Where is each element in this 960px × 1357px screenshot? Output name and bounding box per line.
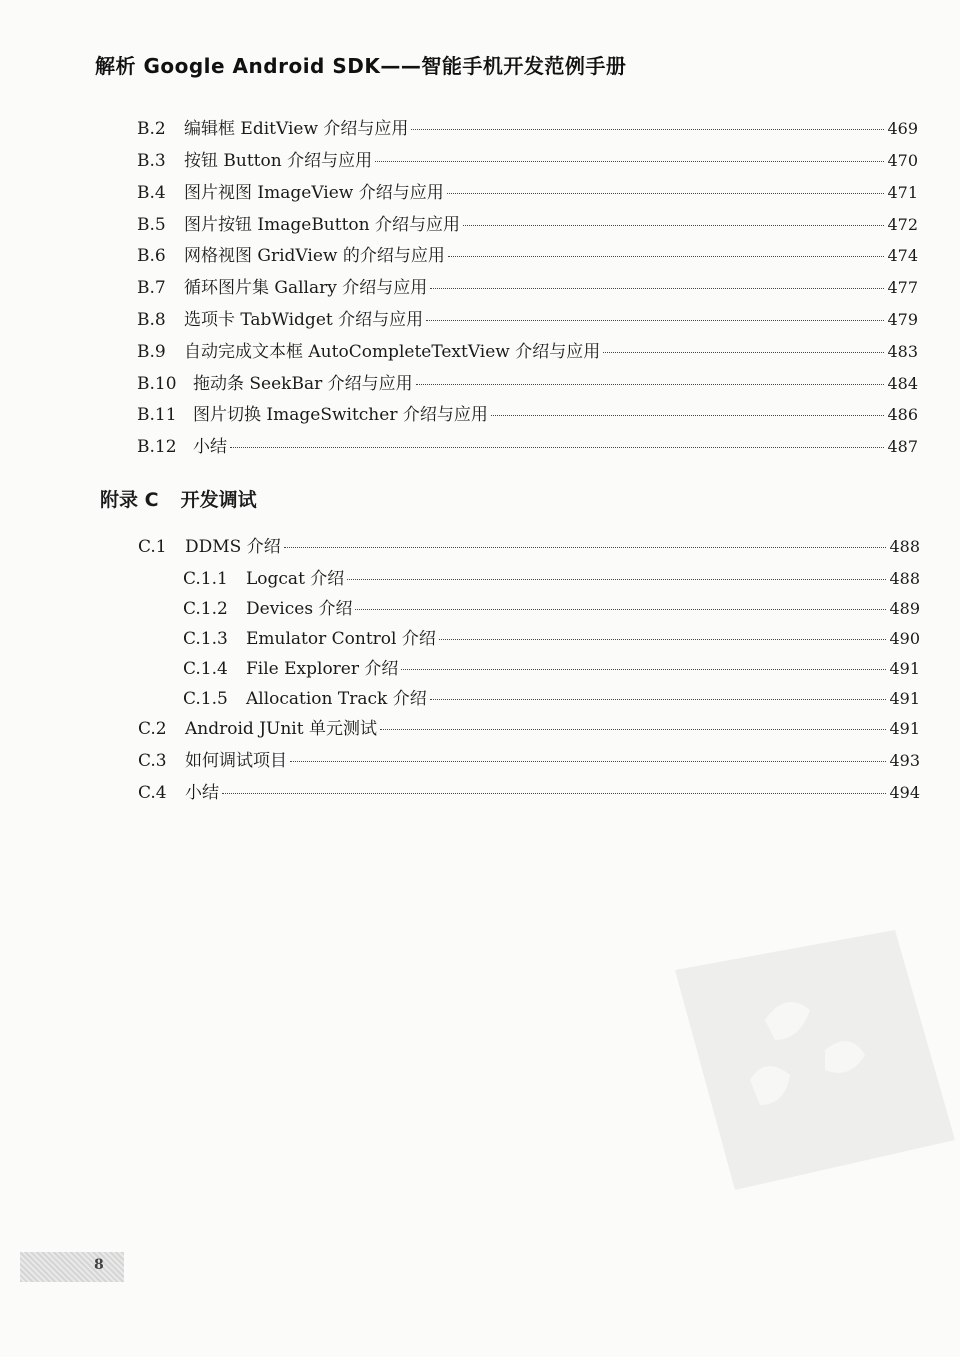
leader-dots (401, 669, 886, 670)
page-number: 491 (889, 719, 920, 738)
leader-dots (230, 447, 884, 448)
toc-entry[interactable] (183, 687, 920, 711)
section-number: B.5 (137, 215, 166, 235)
section-title: 小结 (193, 437, 227, 457)
leader-dots (411, 129, 884, 130)
page-number: 488 (889, 537, 920, 556)
section-number: C.1 (138, 537, 167, 557)
section-title: 自动完成文本框 AutoCompleteTextView 介绍与应用 (184, 342, 601, 362)
subsection-number: C.1.3 (183, 629, 228, 649)
section-title: File Explorer 介绍 (246, 659, 399, 679)
page-number: 471 (887, 183, 918, 202)
leader-dots (430, 288, 884, 289)
leader-dots (491, 415, 885, 416)
toc-entry[interactable] (137, 308, 918, 332)
section-number: B.4 (137, 183, 166, 203)
toc-entry[interactable] (138, 781, 920, 805)
subsection-number: C.1.2 (183, 599, 228, 619)
section-number: B.11 (137, 405, 177, 425)
section-number: C.3 (138, 751, 167, 771)
chapter-label: 附录 C (100, 489, 159, 511)
toc-entry[interactable] (137, 244, 918, 268)
leader-dots (448, 256, 885, 257)
toc-entry[interactable] (138, 535, 920, 559)
running-header: 解析 Google Android SDK——智能手机开发范例手册 (95, 54, 627, 78)
leader-dots (426, 320, 884, 321)
page-number: 483 (887, 342, 918, 361)
section-title: 图片按钮 ImageButton 介绍与应用 (184, 215, 461, 235)
section-number: B.3 (137, 151, 166, 171)
section-title: 图片视图 ImageView 介绍与应用 (184, 183, 444, 203)
section-number: B.10 (137, 374, 177, 394)
page-number: 477 (887, 278, 918, 297)
page-number: 490 (889, 629, 920, 648)
toc-entry[interactable] (183, 567, 920, 591)
section-number: C.2 (138, 719, 167, 739)
folio-page-number: 8 (94, 1257, 104, 1273)
leader-dots (380, 729, 886, 730)
section-title: DDMS 介绍 (185, 537, 281, 557)
page-number: 493 (889, 751, 920, 770)
page-number: 488 (889, 569, 920, 588)
section-title: 网格视图 GridView 的介绍与应用 (184, 246, 445, 266)
toc-entry[interactable] (138, 717, 920, 741)
chapter-heading (100, 485, 257, 512)
section-title: Allocation Track 介绍 (246, 689, 427, 709)
page-number: 479 (887, 310, 918, 329)
section-number: B.2 (137, 119, 166, 139)
section-title: 拖动条 SeekBar 介绍与应用 (193, 374, 413, 394)
leader-dots (375, 161, 884, 162)
leader-dots (222, 793, 886, 794)
subsection-number: C.1.1 (183, 569, 228, 589)
subsection-number: C.1.5 (183, 689, 228, 709)
subsection-number: C.1.4 (183, 659, 228, 679)
toc-entry[interactable] (137, 213, 918, 237)
section-number: B.12 (137, 437, 177, 457)
toc-entry[interactable] (138, 749, 920, 773)
leader-dots (603, 352, 884, 353)
toc-entry[interactable] (137, 276, 918, 300)
section-title: 循环图片集 Gallary 介绍与应用 (184, 278, 428, 298)
page-number: 470 (887, 151, 918, 170)
section-title: 编辑框 EditView 介绍与应用 (184, 119, 409, 139)
toc-entry[interactable] (137, 372, 918, 396)
toc-entry[interactable] (137, 149, 918, 173)
watermark-graphic (655, 930, 955, 1190)
page-number: 474 (887, 246, 918, 265)
section-title: Emulator Control 介绍 (246, 629, 436, 649)
toc-entry[interactable] (137, 435, 918, 459)
page-number: 486 (887, 405, 918, 424)
toc-entry[interactable] (137, 403, 918, 427)
leader-dots (463, 225, 884, 226)
page-number: 494 (889, 783, 920, 802)
leader-dots (439, 639, 887, 640)
page-number: 469 (887, 119, 918, 138)
section-title: Devices 介绍 (246, 599, 353, 619)
section-number: C.4 (138, 783, 167, 803)
footer-folio (20, 1252, 124, 1282)
section-title: 图片切换 ImageSwitcher 介绍与应用 (193, 405, 488, 425)
section-title: Android JUnit 单元测试 (185, 719, 377, 739)
leader-dots (430, 699, 887, 700)
page-number: 491 (889, 689, 920, 708)
leader-dots (290, 761, 886, 762)
section-title: 按钮 Button 介绍与应用 (184, 151, 373, 171)
toc-entry[interactable] (137, 117, 918, 141)
leader-dots (355, 609, 886, 610)
section-number: B.9 (137, 342, 166, 362)
section-title: 小结 (185, 783, 219, 803)
section-number: B.7 (137, 278, 166, 298)
leader-dots (447, 193, 885, 194)
section-title: 如何调试项目 (185, 751, 287, 771)
toc-entry[interactable] (137, 181, 918, 205)
leader-dots (284, 547, 887, 548)
section-number: B.6 (137, 246, 166, 266)
page-number: 489 (889, 599, 920, 618)
section-number: B.8 (137, 310, 166, 330)
page-number: 487 (887, 437, 918, 456)
toc-entry[interactable] (183, 627, 920, 651)
toc-entry[interactable] (183, 597, 920, 621)
toc-entry[interactable] (137, 340, 918, 364)
section-title: 选项卡 TabWidget 介绍与应用 (184, 310, 424, 330)
chapter-title: 开发调试 (180, 489, 257, 511)
leader-dots (347, 579, 886, 580)
section-title: Logcat 介绍 (246, 569, 345, 589)
toc-entry[interactable] (183, 657, 920, 681)
page-number: 491 (889, 659, 920, 678)
page-number: 472 (887, 215, 918, 234)
page-number: 484 (887, 374, 918, 393)
leader-dots (416, 384, 885, 385)
